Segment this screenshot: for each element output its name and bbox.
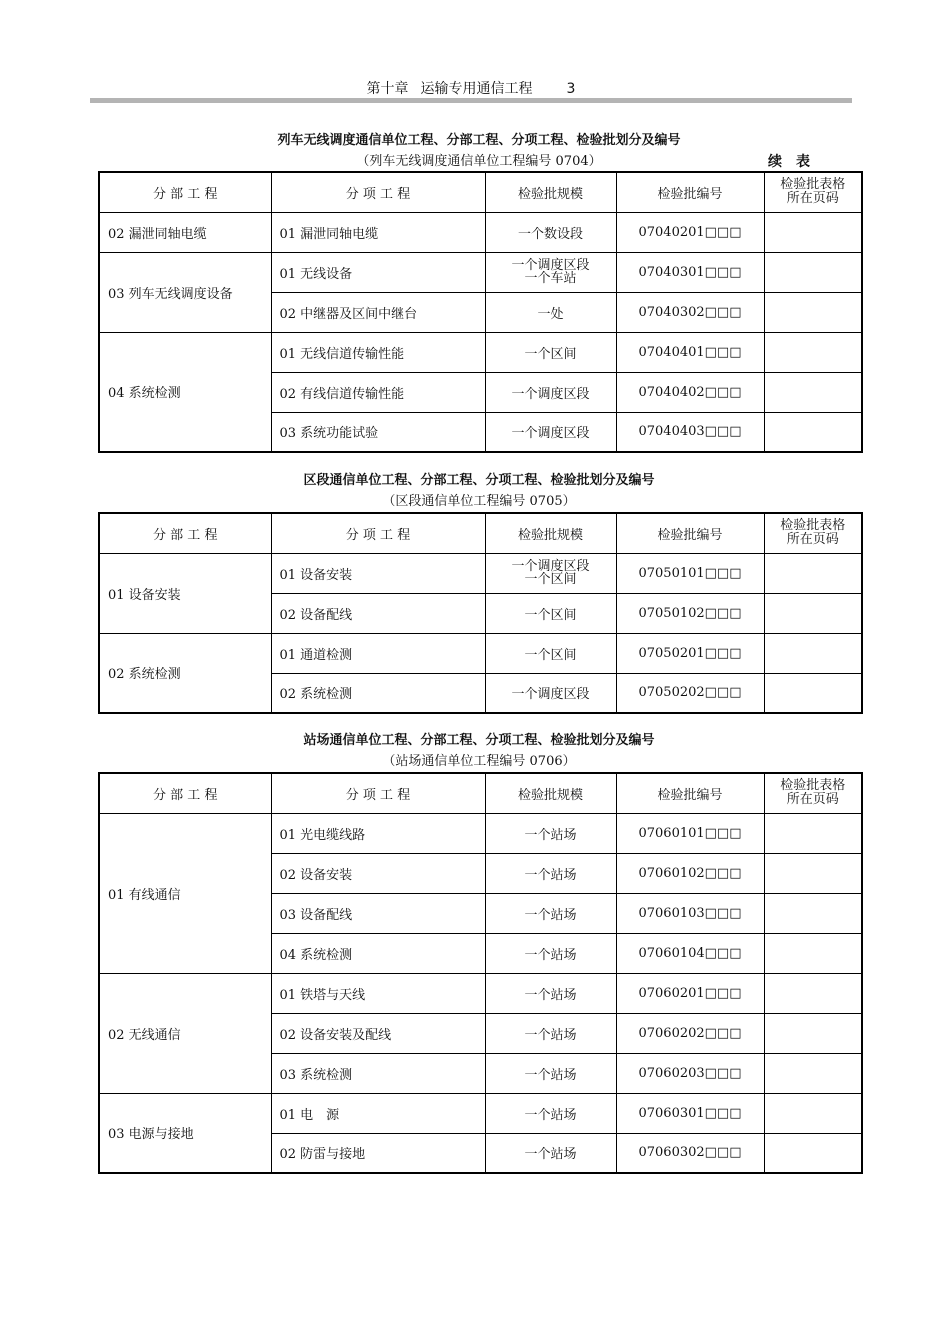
item-cell: 02 设备安装 bbox=[271, 853, 485, 893]
table-0705 bbox=[98, 512, 863, 714]
col-division: 分 部 工 程 bbox=[99, 513, 271, 553]
item-cell: 04 系统检测 bbox=[271, 933, 485, 973]
code-cell: 07050201□□□ bbox=[616, 633, 764, 673]
division-cell: 03 列车无线调度设备 bbox=[99, 252, 271, 332]
chapter-title: 运输专用通信工程 bbox=[420, 81, 533, 97]
code-cell: 07050101□□□ bbox=[616, 553, 764, 593]
page-cell bbox=[764, 553, 862, 593]
col-scale: 检验批规模 bbox=[485, 172, 616, 212]
col-code: 检验批编号 bbox=[616, 172, 764, 212]
scale-cell: 一个调度区段 一个车站 bbox=[485, 252, 616, 292]
col-item: 分 项 工 程 bbox=[271, 773, 485, 813]
item-cell: 01 电 源 bbox=[271, 1093, 485, 1133]
code-cell: 07040201□□□ bbox=[616, 212, 764, 252]
continued-label: 续 表 bbox=[768, 154, 810, 170]
code-cell: 07060202□□□ bbox=[616, 1013, 764, 1053]
scale-cell: 一个站场 bbox=[485, 853, 616, 893]
section-subtitle: （站场通信单位工程编号 0706） bbox=[382, 754, 576, 769]
page-cell bbox=[764, 813, 862, 853]
page-cell bbox=[764, 252, 862, 292]
col-page: 检验批表格 所在页码 bbox=[764, 172, 862, 212]
code-cell: 07060201□□□ bbox=[616, 973, 764, 1013]
scale-cell: 一个站场 bbox=[485, 813, 616, 853]
division-cell: 02 无线通信 bbox=[99, 973, 271, 1093]
section-title: 站场通信单位工程、分部工程、分项工程、检验批划分及编号 bbox=[303, 733, 655, 748]
item-cell: 03 系统检测 bbox=[271, 1053, 485, 1093]
scale-cell: 一个站场 bbox=[485, 893, 616, 933]
col-division: 分 部 工 程 bbox=[99, 172, 271, 212]
table-row bbox=[99, 212, 862, 252]
scale-cell: 一个区间 bbox=[485, 332, 616, 372]
table-header-row bbox=[99, 773, 862, 813]
item-cell: 01 铁塔与天线 bbox=[271, 973, 485, 1013]
item-cell: 01 通道检测 bbox=[271, 633, 485, 673]
scale-cell: 一个数设段 bbox=[485, 212, 616, 252]
code-cell: 07050102□□□ bbox=[616, 593, 764, 633]
page-cell bbox=[764, 673, 862, 713]
page-cell bbox=[764, 412, 862, 452]
table-row bbox=[99, 1093, 862, 1133]
division-cell: 02 系统检测 bbox=[99, 633, 271, 713]
item-cell: 02 有线信道传输性能 bbox=[271, 372, 485, 412]
page-cell bbox=[764, 1093, 862, 1133]
page-cell bbox=[764, 1133, 862, 1173]
item-cell: 03 设备配线 bbox=[271, 893, 485, 933]
section-title: 列车无线调度通信单位工程、分部工程、分项工程、检验批划分及编号 bbox=[277, 133, 681, 148]
scale-cell: 一个调度区段 bbox=[485, 673, 616, 713]
page-cell bbox=[764, 933, 862, 973]
code-cell: 07060302□□□ bbox=[616, 1133, 764, 1173]
scale-cell: 一个站场 bbox=[485, 973, 616, 1013]
scale-cell: 一处 bbox=[485, 292, 616, 332]
table-row bbox=[99, 553, 862, 593]
code-cell: 07060103□□□ bbox=[616, 893, 764, 933]
item-cell: 01 漏泄同轴电缆 bbox=[271, 212, 485, 252]
code-cell: 07040302□□□ bbox=[616, 292, 764, 332]
page-number: 3 bbox=[566, 81, 576, 97]
code-cell: 07040402□□□ bbox=[616, 372, 764, 412]
code-cell: 07060101□□□ bbox=[616, 813, 764, 853]
code-cell: 07050202□□□ bbox=[616, 673, 764, 713]
col-item: 分 项 工 程 bbox=[271, 513, 485, 553]
section-title: 区段通信单位工程、分部工程、分项工程、检验批划分及编号 bbox=[303, 473, 655, 488]
table-0704 bbox=[98, 171, 863, 453]
scale-cell: 一个站场 bbox=[485, 1053, 616, 1093]
division-cell: 04 系统检测 bbox=[99, 332, 271, 452]
code-cell: 07060203□□□ bbox=[616, 1053, 764, 1093]
page-cell bbox=[764, 633, 862, 673]
item-cell: 01 设备安装 bbox=[271, 553, 485, 593]
scale-cell: 一个区间 bbox=[485, 593, 616, 633]
col-division: 分 部 工 程 bbox=[99, 773, 271, 813]
code-cell: 07040403□□□ bbox=[616, 412, 764, 452]
scale-cell: 一个调度区段 bbox=[485, 372, 616, 412]
page-cell bbox=[764, 372, 862, 412]
page-cell bbox=[764, 1053, 862, 1093]
code-cell: 07040401□□□ bbox=[616, 332, 764, 372]
item-cell: 02 防雷与接地 bbox=[271, 1133, 485, 1173]
table-0706 bbox=[98, 772, 863, 1174]
item-cell: 01 无线设备 bbox=[271, 252, 485, 292]
table-header-row bbox=[99, 172, 862, 212]
col-page: 检验批表格 所在页码 bbox=[764, 513, 862, 553]
code-cell: 07060301□□□ bbox=[616, 1093, 764, 1133]
page-cell bbox=[764, 332, 862, 372]
scale-cell: 一个站场 bbox=[485, 1093, 616, 1133]
table-row bbox=[99, 252, 862, 292]
item-cell: 02 设备配线 bbox=[271, 593, 485, 633]
code-cell: 07060104□□□ bbox=[616, 933, 764, 973]
table-row bbox=[99, 813, 862, 853]
col-item: 分 项 工 程 bbox=[271, 172, 485, 212]
scale-cell: 一个调度区段 一个区间 bbox=[485, 553, 616, 593]
division-cell: 01 有线通信 bbox=[99, 813, 271, 973]
header-rule bbox=[90, 98, 852, 103]
page-header bbox=[90, 78, 852, 98]
page-cell bbox=[764, 853, 862, 893]
chapter-label: 第十章 bbox=[366, 81, 409, 97]
code-cell: 07060102□□□ bbox=[616, 853, 764, 893]
section-subtitle: （列车无线调度通信单位工程编号 0704） bbox=[356, 154, 602, 169]
table-row bbox=[99, 633, 862, 673]
section-subtitle: （区段通信单位工程编号 0705） bbox=[382, 494, 576, 509]
code-cell: 07040301□□□ bbox=[616, 252, 764, 292]
col-scale: 检验批规模 bbox=[485, 773, 616, 813]
table-header-row bbox=[99, 513, 862, 553]
page-cell bbox=[764, 212, 862, 252]
item-cell: 03 系统功能试验 bbox=[271, 412, 485, 452]
page-cell bbox=[764, 893, 862, 933]
scale-cell: 一个站场 bbox=[485, 933, 616, 973]
scale-cell: 一个站场 bbox=[485, 1013, 616, 1053]
table-row bbox=[99, 332, 862, 372]
item-cell: 01 无线信道传输性能 bbox=[271, 332, 485, 372]
division-cell: 01 设备安装 bbox=[99, 553, 271, 633]
scale-cell: 一个站场 bbox=[485, 1133, 616, 1173]
scale-cell: 一个区间 bbox=[485, 633, 616, 673]
division-cell: 02 漏泄同轴电缆 bbox=[99, 212, 271, 252]
col-code: 检验批编号 bbox=[616, 773, 764, 813]
table-row bbox=[99, 973, 862, 1013]
col-scale: 检验批规模 bbox=[485, 513, 616, 553]
page-cell bbox=[764, 292, 862, 332]
item-cell: 02 设备安装及配线 bbox=[271, 1013, 485, 1053]
item-cell: 01 光电缆线路 bbox=[271, 813, 485, 853]
page-cell bbox=[764, 973, 862, 1013]
col-page: 检验批表格 所在页码 bbox=[764, 773, 862, 813]
scale-cell: 一个调度区段 bbox=[485, 412, 616, 452]
item-cell: 02 中继器及区间中继台 bbox=[271, 292, 485, 332]
page-cell bbox=[764, 1013, 862, 1053]
item-cell: 02 系统检测 bbox=[271, 673, 485, 713]
division-cell: 03 电源与接地 bbox=[99, 1093, 271, 1173]
page-cell bbox=[764, 593, 862, 633]
col-code: 检验批编号 bbox=[616, 513, 764, 553]
